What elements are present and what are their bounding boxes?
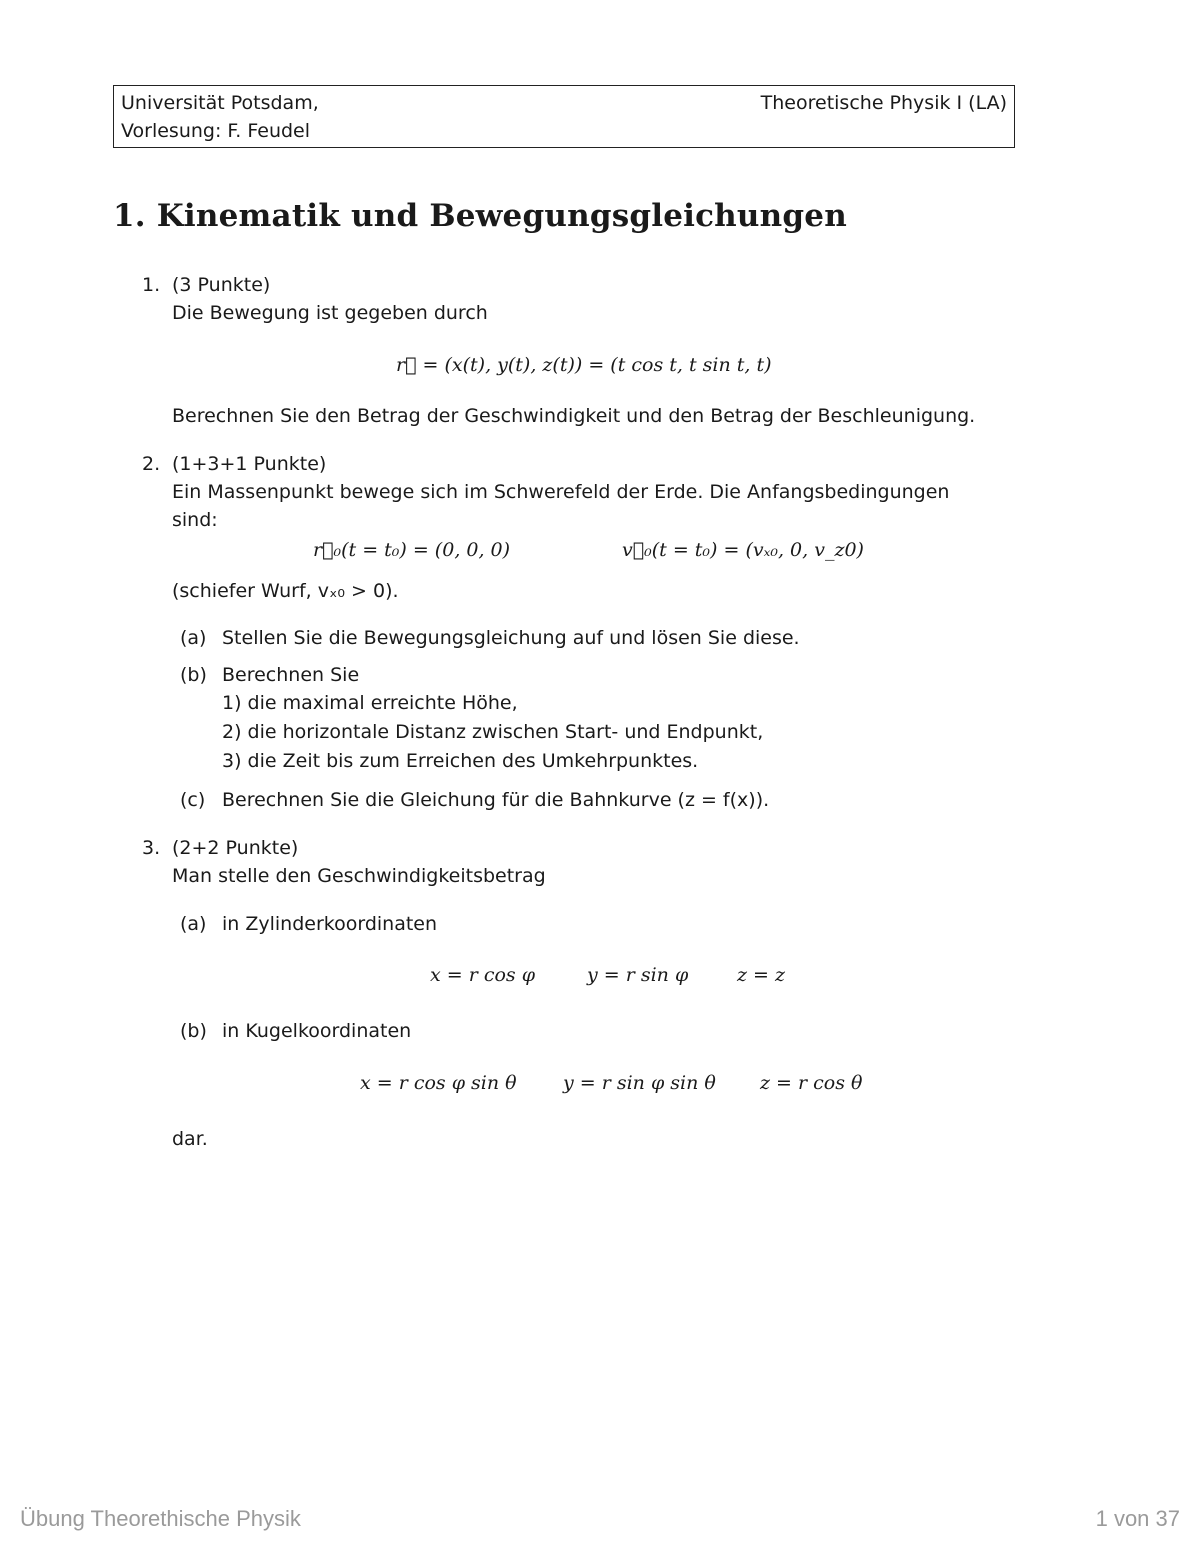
university-name: Universität Potsdam, xyxy=(121,92,319,114)
problem-note: (schiefer Wurf, vₓ₀ > 0). xyxy=(172,580,399,602)
problem-number: 2. xyxy=(142,453,161,475)
equation-sphere-y: y = r sin φ sin θ xyxy=(563,1072,716,1094)
problem-intro-line: sind: xyxy=(172,509,218,531)
subpart-label: (b) xyxy=(180,1020,207,1042)
page-indicator: 1 von 37 xyxy=(1095,1506,1180,1531)
problem-points: (3 Punkte) xyxy=(172,274,271,296)
list-item: 3) die Zeit bis zum Erreichen des Umkehrpunktes. xyxy=(222,750,699,772)
header-row xyxy=(121,89,1007,117)
subpart-text: Stellen Sie die Bewegungsgleichung auf und lösen Sie diese. xyxy=(222,627,800,649)
subpart-label: (a) xyxy=(180,627,207,649)
equation-cylinder-z: z = z xyxy=(737,964,786,986)
list-item: 1) die maximal erreichte Höhe, xyxy=(222,692,518,714)
lecturer: Vorlesung: F. Feudel xyxy=(121,120,311,142)
page-title: 1. Kinematik und Bewegungsgleichungen xyxy=(113,198,847,234)
equation-position-vector: r⃗ = (x(t), y(t), z(t)) = (t cos t, t sin t, t) xyxy=(396,354,772,376)
subpart-text: Berechnen Sie xyxy=(222,664,360,686)
equation-initial-velocity: v⃗₀(t = t₀) = (vₓ₀, 0, v_z0) xyxy=(622,539,864,561)
equation-initial-position: r⃗₀(t = t₀) = (0, 0, 0) xyxy=(313,539,511,561)
course-name: Theoretische Physik I (LA) xyxy=(760,92,1007,114)
subpart-label: (a) xyxy=(180,913,207,935)
equation-sphere-z: z = r cos θ xyxy=(760,1072,863,1094)
problem-number: 1. xyxy=(142,274,161,296)
problem-points: (1+3+1 Punkte) xyxy=(172,453,327,475)
problem-number: 3. xyxy=(142,837,161,859)
document-name: Übung Theorethische Physik xyxy=(20,1506,301,1531)
subpart-text: in Kugelkoordinaten xyxy=(222,1020,412,1042)
list-item: 2) die horizontale Distanz zwischen Start- und Endpunkt, xyxy=(222,721,764,743)
equation-sphere-x: x = r cos φ sin θ xyxy=(360,1072,517,1094)
problem-intro: Man stelle den Geschwindigkeitsbetrag xyxy=(172,865,546,887)
problem-intro-line: Ein Massenpunkt bewege sich im Schwerefeld der Erde. Die Anfangsbedingungen xyxy=(172,481,950,503)
subpart-text: in Zylinderkoordinaten xyxy=(222,913,438,935)
equation-cylinder-x: x = r cos φ xyxy=(430,964,536,986)
header-box xyxy=(113,85,1015,148)
equation-cylinder-y: y = r sin φ xyxy=(587,964,689,986)
problem-intro: Die Bewegung ist gegeben durch xyxy=(172,302,488,324)
problem-closing: dar. xyxy=(172,1128,208,1150)
subpart-text: Berechnen Sie die Gleichung für die Bahnkurve (z = f(x)). xyxy=(222,789,770,811)
problem-task: Berechnen Sie den Betrag der Geschwindigkeit und den Betrag der Beschleunigung. xyxy=(172,405,976,427)
subpart-label: (b) xyxy=(180,664,207,686)
problem-points: (2+2 Punkte) xyxy=(172,837,299,859)
subpart-label: (c) xyxy=(180,789,206,811)
